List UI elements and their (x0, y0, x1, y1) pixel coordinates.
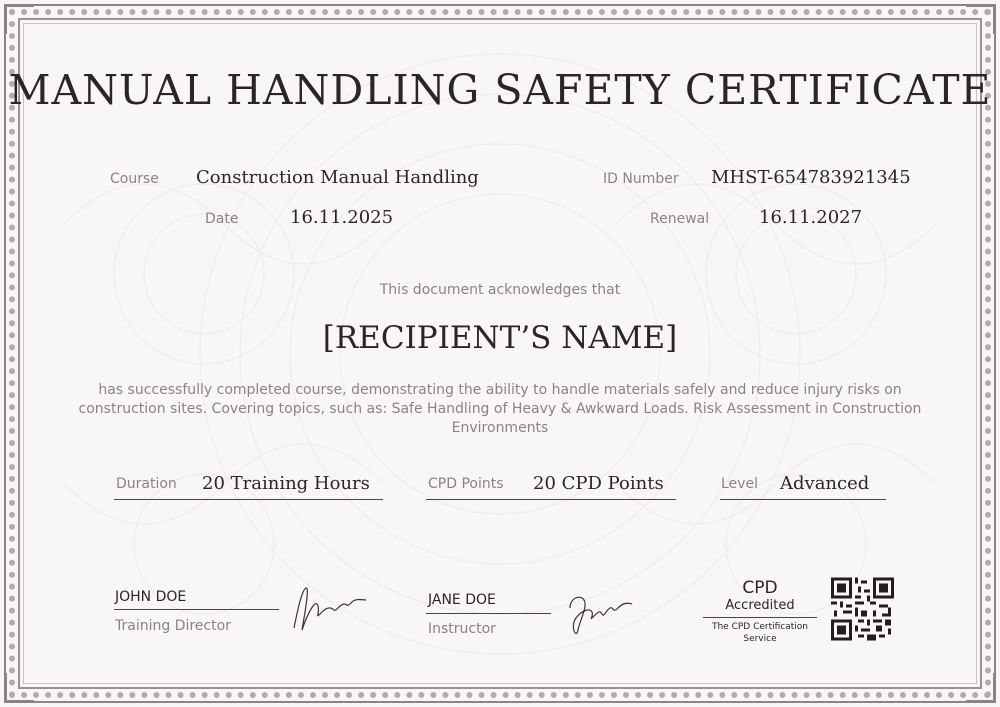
renewal-value: 16.11.2027 (759, 207, 863, 228)
date-label: Date (205, 211, 239, 227)
cpd-subheading: Accredited (725, 598, 795, 613)
renewal-label: Renewal (650, 211, 710, 227)
cpd-service-text: The CPD Certification Service (711, 622, 809, 644)
second-signature-line (426, 613, 551, 614)
cpd-points-label: CPD Points (428, 476, 504, 492)
intro-text: This document acknowledges that (379, 282, 621, 298)
cpd-heading: CPD (742, 578, 778, 598)
recipient-name: [RECIPIENT’S NAME] (322, 320, 678, 356)
certificate-title: MANUAL HANDLING SAFETY CERTIFICATE (8, 66, 992, 114)
second-signature-image (566, 574, 636, 642)
corner-ornament (960, 667, 1000, 707)
corner-ornament (0, 0, 40, 40)
cpd-points-value: 20 CPD Points (533, 473, 664, 494)
cpd-divider (703, 617, 817, 618)
corner-ornament (960, 0, 1000, 40)
second-signatory-role: Instructor (428, 621, 496, 637)
id-number-label: ID Number (603, 171, 679, 187)
first-signature-image (288, 578, 370, 636)
course-label: Course (110, 171, 159, 187)
level-underline (720, 499, 886, 500)
id-number-value: MHST-654783921345 (711, 167, 911, 188)
corner-ornament (0, 667, 40, 707)
course-value: Construction Manual Handling (196, 167, 479, 188)
date-value: 16.11.2025 (290, 207, 394, 228)
first-signatory-name: JOHN DOE (115, 589, 187, 605)
course-description: has successfully completed course, demonstrating the ability to handle materials safely and reduce injury risks on construction sites. Covering topics, such as: Safe Handling of Heavy & Awkward Loads. Risk Assessment in Construction Environments (78, 382, 922, 436)
first-signatory-role: Training Director (115, 618, 231, 634)
duration-value: 20 Training Hours (202, 473, 370, 494)
qr-code-icon (831, 577, 894, 641)
duration-underline (114, 499, 383, 500)
level-label: Level (721, 476, 758, 492)
cpd-points-underline (426, 499, 676, 500)
second-signatory-name: JANE DOE (428, 592, 496, 608)
level-value: Advanced (780, 473, 870, 494)
first-signature-line (114, 609, 279, 610)
duration-label: Duration (116, 476, 177, 492)
